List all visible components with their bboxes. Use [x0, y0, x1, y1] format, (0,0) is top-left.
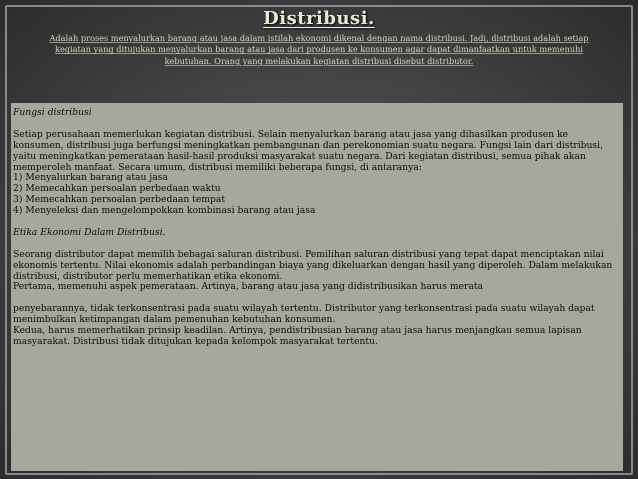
paragraph-etika: Seorang distributor dapat memilih bebagai saluran distribusi. Pemilihan saluran distribusi yang tepat dapat menciptakan nilai ekonomis tertentu. Nilai ekonomis adalah perbandingan biaya yang dikeluarkan dengan hasil yang diperoleh. Dalam melakukan distribusi, distributor perlu memerhatikan etika ekonomi. [13, 248, 613, 282]
list-item: 2) Memecahkan persoalan perbedaan waktu [13, 183, 221, 195]
heading-fungsi-distribusi: Fungsi distribusi [13, 107, 92, 118]
paragraph-kedua: Kedua, harus memerhatikan prinsip keadilan. Artinya, pendistribusian barang atau jasa harus menjangkau semua lapisan masyarakat. Distribusi tidak ditujukan kepada kelompok masyarakat tertentu. [13, 325, 582, 347]
list-item: 4) Menyeleksi dan mengelompokkan kombinasi barang atau jasa [13, 205, 316, 217]
list-item: 3) Memecahkan persoalan perbedaan tempat [13, 194, 226, 206]
slide-title: Distribusi. [263, 8, 375, 29]
content-box [11, 103, 623, 471]
paragraph-penyebaran: penyebarannya, tidak terkonsentrasi pada suatu wilayah tertentu. Distributor yang terkonsentrasi pada suatu wilayah dapat menimbulkan ketimpangan dalam pemenuhan kebutuhan konsumen. [13, 303, 595, 326]
paragraph-pertama: Pertama, memenuhi aspek pemerataan. Artinya, barang atau jasa yang didistribusikan harus merata [13, 281, 484, 293]
paragraph-fungsi: Setiap perusahaan memerlukan kegiatan distribusi. Selain menyalurkan barang atau jasa yang dihasilkan produsen ke konsumen, distribusi juga berfungsi meningkatkan pembangunan dan perekonomian suatu negara. Fungsi lain dari distribusi, yaitu meningkatkan pemerataan hasil-hasil produksi masyarakat suatu negara. Dari kegiatan distribusi, semua pihak akan memperoleh manfaat. Secara umum, distribusi memiliki beberapa fungsi, di antaranya: [13, 128, 604, 173]
heading-etika-ekonomi: Etika Ekonomi Dalam Distribusi. [13, 226, 166, 238]
intro-text: Adalah proses menyalurkan barang atau jasa dalam istilah ekonomi dikenal dengan nama distribusi. Jadi, distribusi adalah setiap kegiatan yang ditujukan menyalurkan barang atau jasa dari produsen ke konsumen agar dapat dimanfaatkan untuk memenuhi kebutuhan. Orang yang melakukan kegiatan distribusi disebut distributor. [49, 33, 589, 66]
list-item: 1) Menyalurkan barang atau jasa [13, 172, 168, 184]
